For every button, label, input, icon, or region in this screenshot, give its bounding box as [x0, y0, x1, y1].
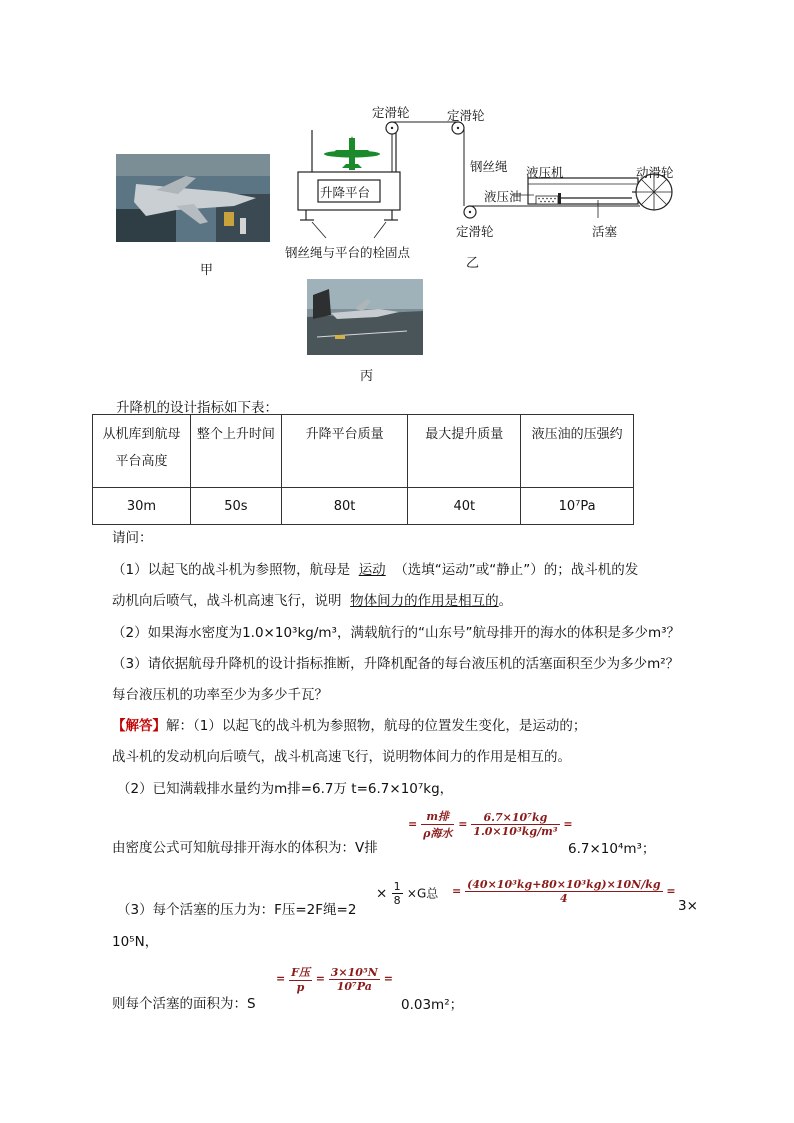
force-result: 3× — [678, 898, 698, 914]
question-1-line-2: 动机向后喷气，战斗机高速飞行，说明 物体间力的作用是相互的。 — [112, 593, 513, 609]
label-anchor-point: 钢丝绳与平台的栓固点 — [285, 245, 411, 260]
area-formula: = $\frac{\text{F压}}{p}$ = $\frac{\text{3×10⁵N}}{\text{10⁷Pa}}$ = — [276, 965, 393, 994]
label-pulley-top-left: 定滑轮 — [372, 105, 410, 120]
question-3-line-2: 每台液压机的功率至少为多少千瓦？ — [112, 687, 328, 703]
spec-table — [92, 414, 634, 525]
figure-label-jia: 甲 — [200, 263, 214, 278]
figure-label-yi: 乙 — [466, 256, 480, 271]
question-ask: 请问： — [112, 530, 153, 546]
table-header-cell: 整个上升时间 — [190, 415, 281, 488]
table-header-cell: 从机库到航母平台高度 — [93, 415, 191, 488]
label-hydraulic-oil: 液压油 — [484, 189, 522, 204]
answer-line-1: 【解答】解：（1）以起飞的战斗机为参照物，航母的位置发生变化，是运动的； — [112, 718, 587, 734]
table-cell: 30m — [93, 488, 191, 525]
answer-line-4-prefix: 由密度公式可知航母排开海水的体积为：V排 — [112, 840, 378, 856]
one-eighth-fraction: × $\frac{1}{8}$ ×G总 — [376, 880, 439, 907]
airplane-icon — [324, 136, 380, 170]
area-result: 0.03m²； — [401, 997, 464, 1013]
label-pulley-bottom: 定滑轮 — [456, 224, 494, 239]
question-3-line-1: （3）请依据航母升降机的设计指标推断，升降机配备的每台液压机的活塞面积至少为多少m²？ — [112, 656, 680, 672]
table-header-cell: 最大提升质量 — [408, 415, 521, 488]
label-pulley-top-right: 定滑轮 — [447, 108, 485, 123]
answer-tag: 【解答】 — [112, 718, 166, 734]
answer-line-3: （2）已知满载排水量约为m排=6.7万 t=6.7×10⁷kg， — [117, 781, 454, 797]
table-cell: 80t — [281, 488, 408, 525]
label-platform: 升降平台 — [320, 185, 371, 200]
question-1-line-1: （1）以起飞的战斗机为参照物，航母是 运动 （选填“运动”或“静止”）的；战斗机的发 — [112, 562, 639, 578]
figure-label-bing: 丙 — [360, 369, 374, 384]
carrier-elevator-photo — [116, 154, 270, 242]
answer-line-7-prefix: 则每个活塞的面积为：S — [112, 996, 256, 1012]
fighter-on-deck-photo — [307, 279, 423, 355]
answer-line-2: 战斗机的发动机向后喷气，战斗机高速飞行，说明物体间力的作用是相互的。 — [112, 749, 571, 765]
label-hydraulic-machine: 液压机 — [526, 165, 564, 180]
answer-line-6: 10⁵N， — [112, 934, 159, 950]
question-2: （2）如果海水密度为1.0×10³kg/m³，满载航行的“山东号”航母排开的海水的体积是多少m³？ — [112, 625, 681, 641]
label-wire-rope: 钢丝绳 — [470, 159, 508, 174]
label-moving-pulley: 动滑轮 — [636, 165, 674, 180]
table-intro: 升降机的设计指标如下表： — [116, 400, 278, 416]
table-cell: 10⁷Pa — [521, 488, 634, 525]
force-formula: = $\frac{\text{(40×10³kg+80×10³kg)×10N/kg}}{4}$ = — [452, 878, 676, 905]
answer-line-5-prefix: （3）每个活塞的压力为：F压=2F绳=2 — [117, 902, 357, 918]
label-piston: 活塞 — [592, 224, 618, 239]
table-header-cell: 液压油的压强约 — [521, 415, 634, 488]
answer-blank-2: 物体间力的作用是相互的 — [350, 593, 499, 609]
volume-result: 6.7×10⁴m³； — [568, 841, 656, 857]
table-cell: 40t — [408, 488, 521, 525]
volume-formula: = $\frac{\text{m排}}{\text{ρ海水}}$ = $\frac{\text{6.7×10⁷kg}}{\text{1.0×10³kg/m³}}$ = — [408, 810, 573, 840]
table-header-cell: 升降平台质量 — [281, 415, 408, 488]
answer-blank-1: 运动 — [358, 562, 386, 578]
table-cell: 50s — [190, 488, 281, 525]
